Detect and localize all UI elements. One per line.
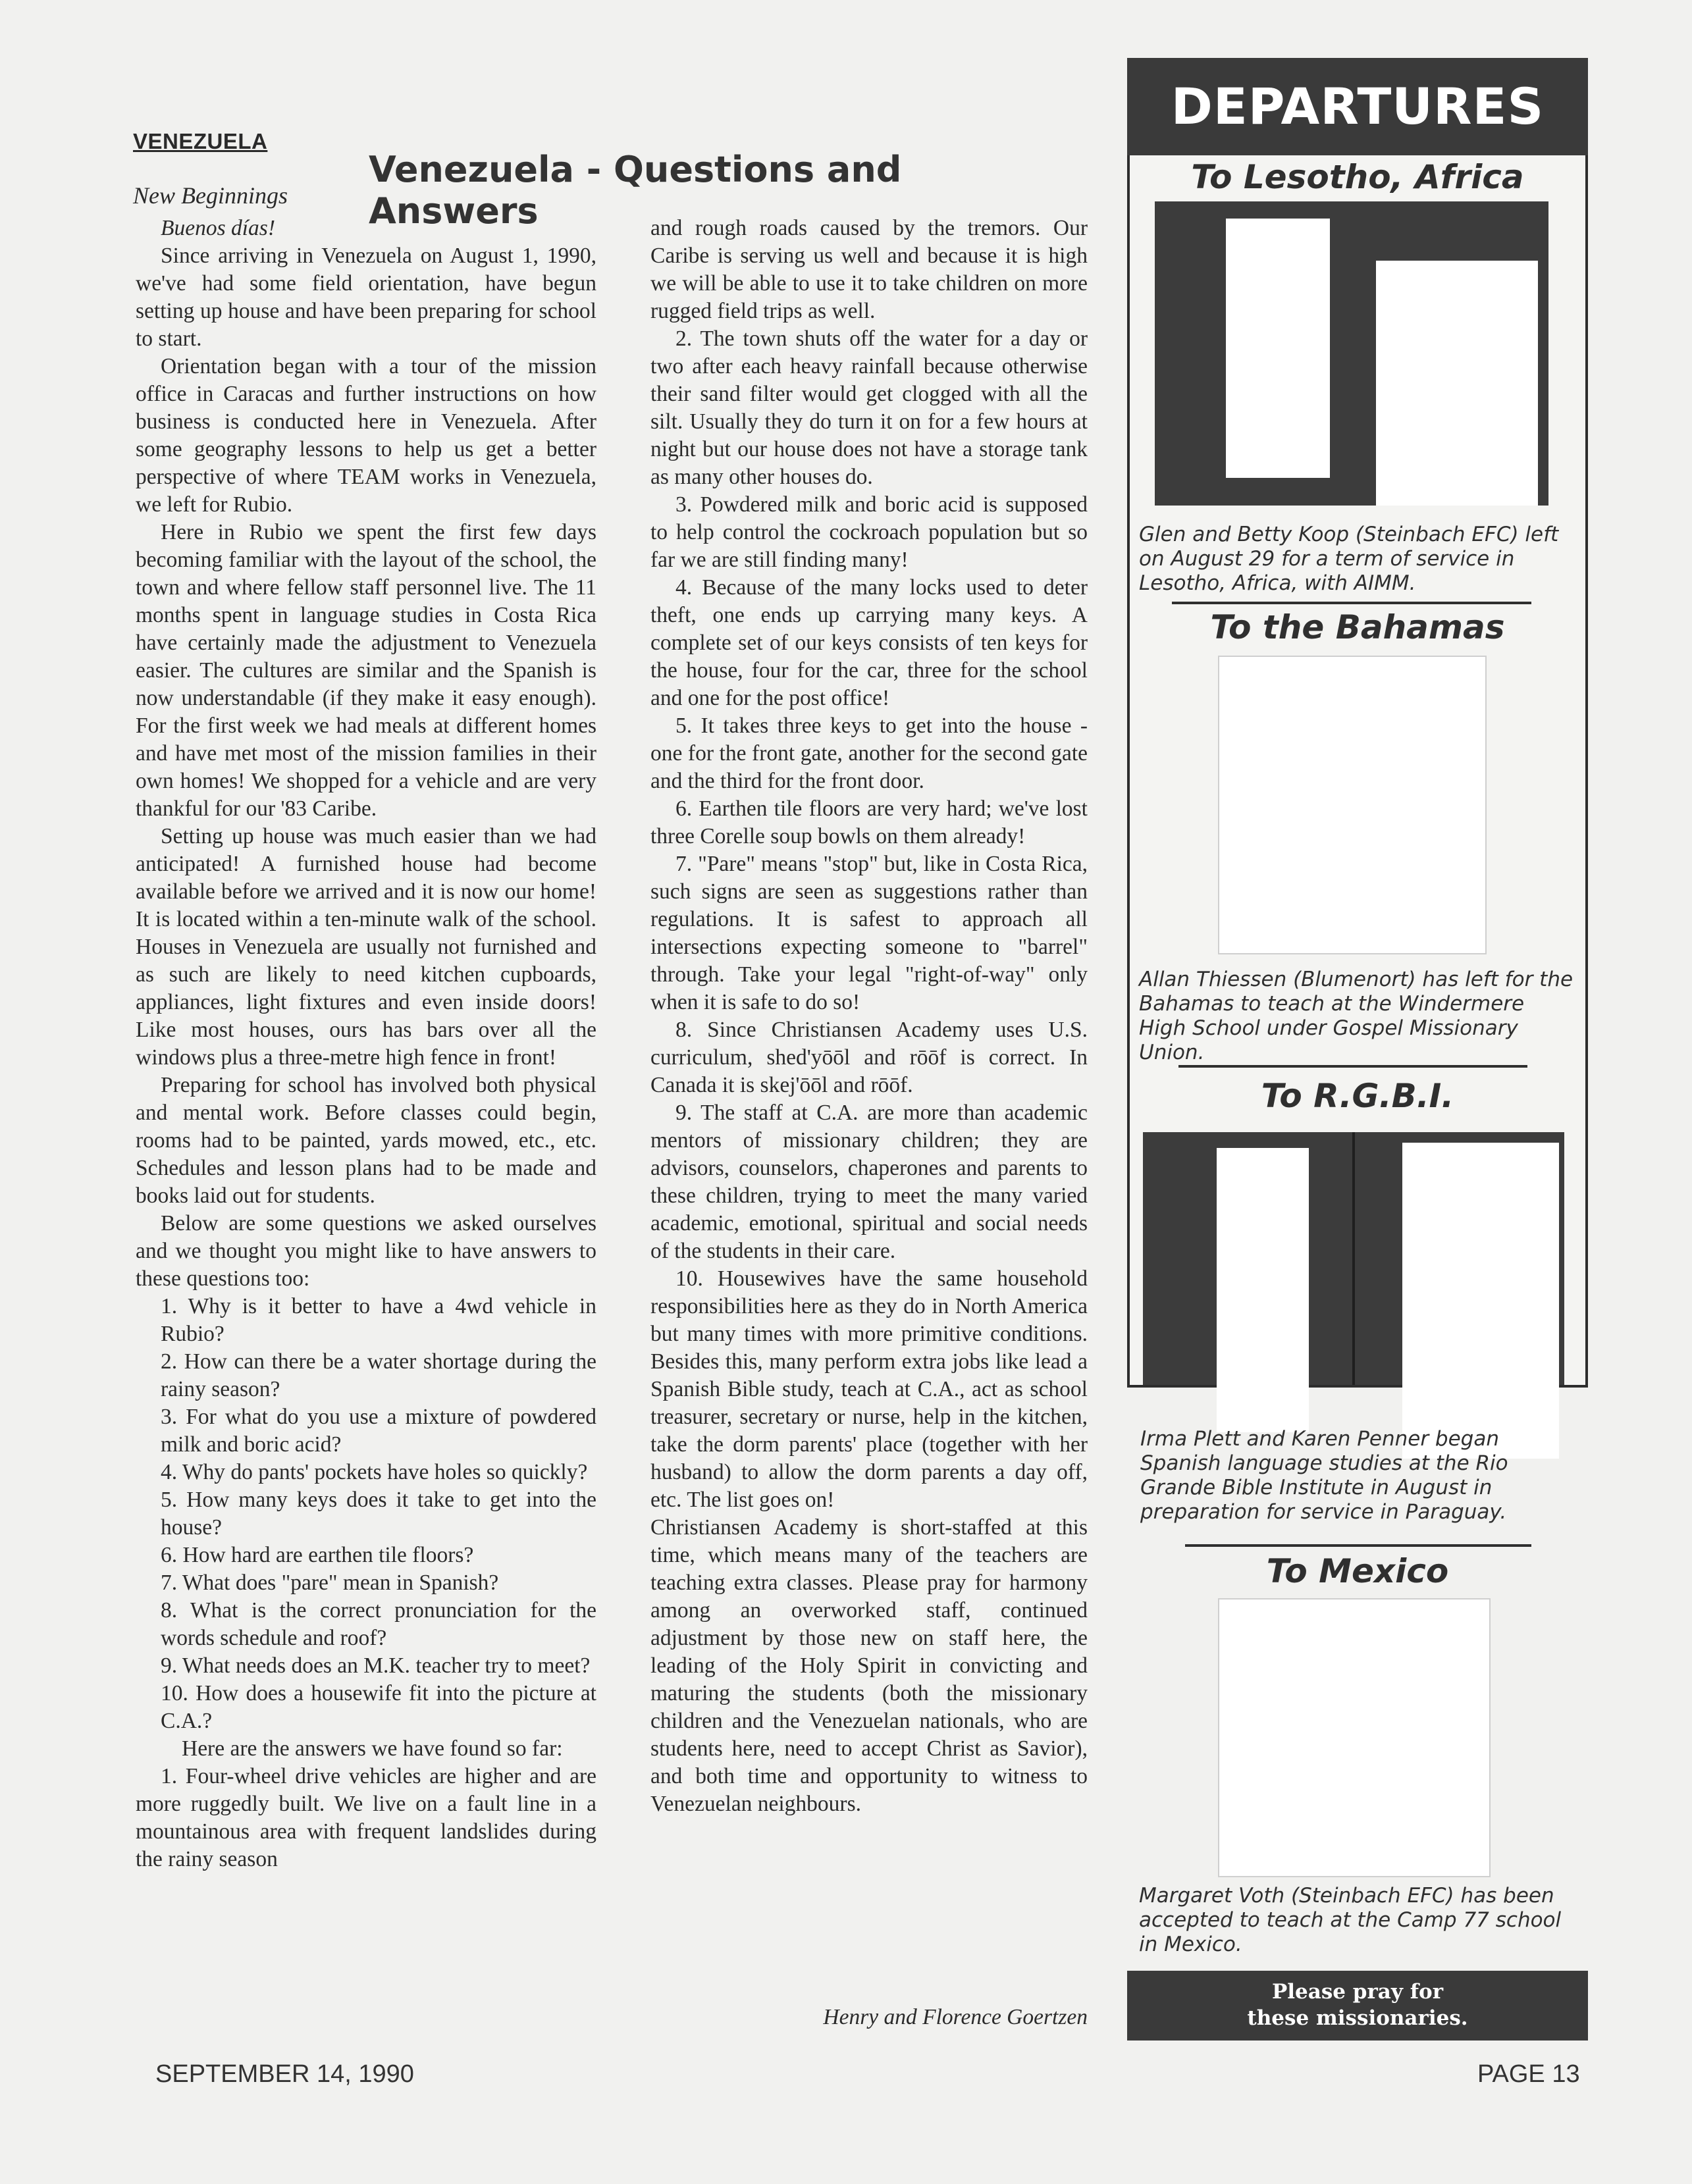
paragraph: 4. Because of the many locks used to deter theft, one ends up carrying many keys. A complete set of our keys consists of ten keys for the house, four for the car, three for the school and one for the post office! [650,575,1088,710]
paragraph: 5. It takes three keys to get into the house - one for the front gate, another for the second gate and the third for the front door. [650,714,1088,793]
paragraph: Here are the answers we have found so far: [182,1736,563,1761]
divider [1185,1544,1531,1547]
photo-split [1352,1132,1355,1385]
paragraph: 2. How can there be a water shortage during the rainy season? [161,1349,596,1401]
bahamas-caption: Allan Thiessen (Blumenort) has left for the Bahamas to teach at the Windermere High School under Gospel Missionary Union. [1139,968,1573,1064]
mexico-photo [1218,1598,1491,1877]
lesotho-title: To Lesotho, Africa [1191,158,1524,196]
redacted-face [1226,219,1330,478]
paragraph: Below are some questions we asked ourselves and we thought you might like to have answers to these questions too: [136,1211,596,1291]
paragraph: Buenos días! [161,216,275,240]
paragraph: Setting up house was much easier than we had anticipated! A furnished house had become available before we arrived and it is now our home! It is located within a ten-minute walk of the school. Houses in Venezuela are usually not furnished and as such are likely to need kitchen cupboards, appliances, light fixtures and even inside doors! Like most houses, ours has bars over all the windows plus a three-metre high fence in front! [136,824,596,1070]
paragraph: Christiansen Academy is short-staffed at this time, which means many of the teachers are teaching extra classes. Please pray for harmony among an overworked staff, continued adjustment by those new on staff here, the leading of the Holy Spirit in convicting and maturing the students (both the missionary children and the Venezuelan nationals, who are students here, need to accept Christ as Savior), and both time and opportunity to witness to Venezuelan neighbours. [650,1515,1088,1816]
lesotho-photo [1155,201,1548,506]
article-column-2 [650,215,1088,1818]
rgbi-title: To R.G.B.I. [1261,1077,1454,1115]
lesotho-caption: Glen and Betty Koop (Steinbach EFC) left on August 29 for a term of service in Lesotho, Africa, with AIMM. [1139,523,1559,595]
paragraph: 1. Why is it better to have a 4wd vehicle in Rubio? [161,1294,596,1346]
paragraph: 6. How hard are earthen tile floors? [161,1543,474,1567]
departures-header: DEPARTURES [1127,58,1588,155]
paragraph: 6. Earthen tile floors are very hard; we've lost three Corelle soup bowls on them already! [650,796,1088,848]
paragraph: 7. "Pare" means "stop" but, like in Costa Rica, such signs are seen as suggestions rather than regulations. It is safest to approach all intersections expecting someone to "barrel" through. Take your legal "right-of-way" only when it is safe to do so! [650,852,1088,1014]
paragraph: 3. For what do you use a mixture of powdered milk and boric acid? [161,1405,596,1457]
section-label: VENEZUELA [133,129,268,153]
paragraph: Since arriving in Venezuela on August 1, 1990, we've had some field orientation, have begun setting up house and have been preparing for school to start. [136,244,596,351]
mexico-title: To Mexico [1266,1552,1449,1590]
article-headline: Venezuela - Questions and Answers [369,149,902,232]
paragraph: 1. Four-wheel drive vehicles are higher and are more ruggedly built. We live on a fault line in a mountainous area with frequent landslides during the rainy season [136,1764,596,1871]
paragraph: 4. Why do pants' pockets have holes so quickly? [161,1460,588,1484]
paragraph: Here in Rubio we spent the first few days becoming familiar with the layout of the school, the town and where fellow staff personnel live. The 11 months spent in language studies in Costa Rica have certainly made the adjustment to Venezuela easier. The cultures are similar and the Spanish is now understandable (if they make it easy enough). For the first week we had meals at different homes and have met most of the mission families in their own homes! We shopped for a vehicle and are very thankful for our '83 Caribe. [136,520,596,821]
paragraph: 10. Housewives have the same household responsibilities here as they do in North America but many times with more primitive conditions. Besides this, many perform extra jobs like lead a Spanish Bible study, teach at C.A., act as school treasurer, secretary or nurse, help in the kitchen, take the dorm parents' place (together with her husband) to allow the dorm parents a day off, etc. The list goes on! [650,1266,1088,1512]
article-subhead: New Beginnings [133,182,288,209]
redacted-face [1402,1143,1559,1459]
paragraph: 10. How does a housewife fit into the picture at C.A.? [161,1681,596,1733]
redacted-face [1376,261,1538,506]
page-number: PAGE 13 [1477,2060,1580,2088]
bahamas-photo [1218,656,1487,954]
issue-date: SEPTEMBER 14, 1990 [155,2060,414,2088]
paragraph: Preparing for school has involved both physical and mental work. Before classes could begin, rooms had to be painted, yards mowed, etc., etc. Schedules and lesson plans had to be made and books laid out for students. [136,1073,596,1208]
mexico-caption: Margaret Voth (Steinbach EFC) has been accepted to teach at the Camp 77 school in Mexico. [1139,1884,1562,1956]
paragraph: 8. Since Christiansen Academy uses U.S. curriculum, shed'yōōl and rōōf is correct. In Canada it is skej'ōōl and rōōf. [650,1018,1088,1097]
redacted-face [1217,1148,1309,1432]
article-column-1 [136,215,596,1873]
paragraph: 8. What is the correct pronunciation for the words schedule and roof? [161,1598,596,1650]
bahamas-title: To the Bahamas [1210,608,1505,646]
paragraph: 2. The town shuts off the water for a day or two after each heavy rainfall because otherwise their sand filter would get clogged with all the silt. Usually they do turn it on for a few hours at night but our house does not have a storage tank as many other houses do. [650,326,1088,489]
rgbi-photo [1143,1132,1564,1385]
prayer-line-2: these missionaries. [1247,2006,1468,2030]
paragraph: 5. How many keys does it take to get into the house? [161,1488,596,1540]
paragraph: 9. The staff at C.A. are more than academic mentors of missionary children; they are advisors, counselors, chaperones and parents to these children, trying to meet the many varied academic, emotional, spiritual and social needs of the students in their care. [650,1101,1088,1263]
article-signature: Henry and Florence Goertzen [823,2005,1088,2029]
prayer-request [1127,1971,1588,2041]
rgbi-caption: Irma Plett and Karen Penner began Spanish language studies at the Rio Grande Bible Institute in August in preparation for service in Paraguay. [1140,1427,1508,1524]
prayer-line-1: Please pray for [1271,1980,1444,2004]
paragraph: and rough roads caused by the tremors. Our Caribe is serving us well and because it is high we will be able to use it to take children on more rugged field trips as well. [650,216,1088,323]
paragraph: 3. Powdered milk and boric acid is supposed to help control the cockroach population but so far we are still finding many! [650,492,1088,572]
paragraph: 9. What needs does an M.K. teacher try to meet? [161,1653,591,1678]
paragraph: 7. What does "pare" mean in Spanish? [161,1571,499,1595]
divider [1178,1065,1527,1068]
divider [1172,602,1531,604]
paragraph: Orientation began with a tour of the mission office in Caracas and further instructions on how business is conducted here in Venezuela. After some geography lessons to help us get a better perspective of where TEAM works in Venezuela, we left for Rubio. [136,354,596,517]
